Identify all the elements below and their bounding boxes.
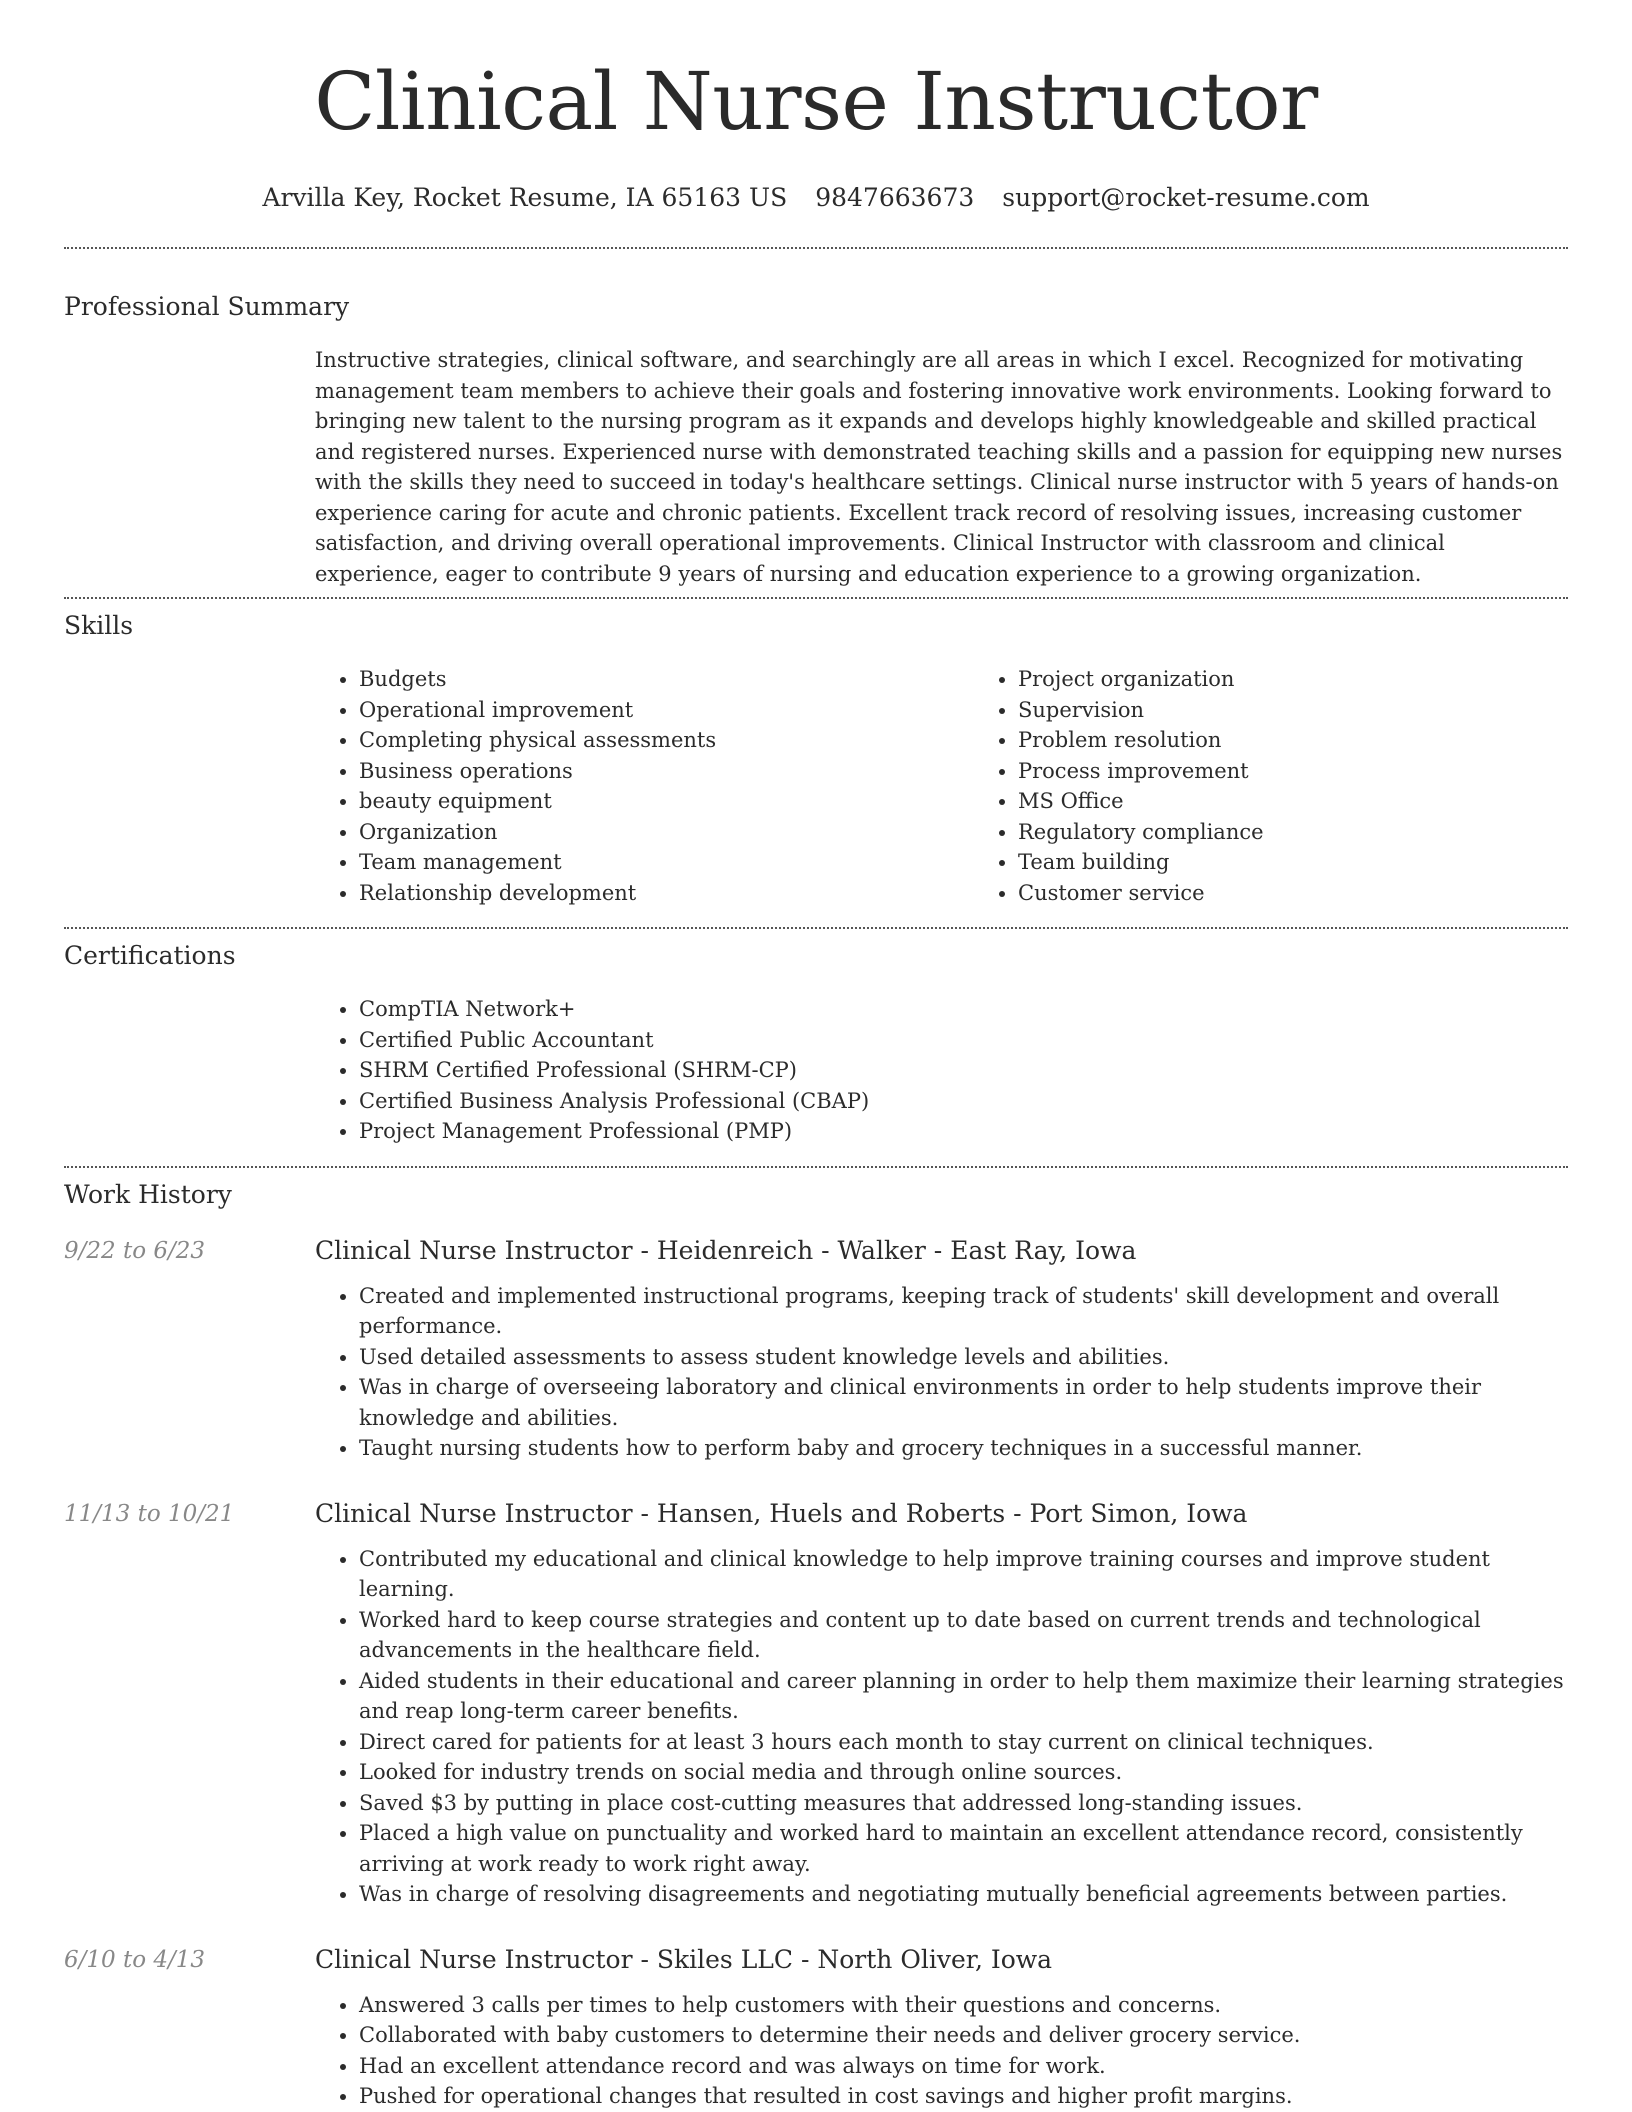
job-duties [315,1990,1568,2112]
job-duty: • Aided students in their educational and career planning in order to help them maximize their learning strategies and reap long-term career benefits. [359,1666,1568,1727]
skill-item: • Supervision [1018,695,1632,726]
job-duty: • Collaborated with baby customers to determine their needs and deliver grocery service. [359,2020,1568,2051]
job-duty: • Contributed my educational and clinical knowledge to help improve training courses and improve student learning. [359,1544,1568,1605]
job-duty: • Was in charge of overseeing laboratory and clinical environments in order to help students improve their knowledge and abilities. [359,1372,1568,1433]
skill-item: • Operational improvement [359,695,974,726]
certifications-heading: Certifications [64,941,236,970]
job-date: 11/13 to 10/21 [64,1500,235,1527]
job-duty: • Answered 3 calls per times to help customers with their questions and concerns. [359,1990,1568,2021]
certification-item: • Certified Business Analysis Professional (CBAP) [359,1086,1568,1117]
skill-item: • Project organization [1018,664,1632,695]
skill-item: • Business operations [359,756,974,787]
skill-item: • Regulatory compliance [1018,817,1632,848]
job-duty: • Direct cared for patients for at least 3 hours each month to stay current on clinical techniques. [359,1727,1568,1758]
job-duties [315,1281,1568,1464]
certification-item: • SHRM Certified Professional (SHRM-CP) [359,1055,1568,1086]
job-duty: • Used detailed assessments to assess student knowledge levels and abilities. [359,1342,1568,1373]
job-duty: • Worked hard to keep course strategies and content up to date based on current trends and technological advancements in the healthcare field. [359,1605,1568,1666]
skill-item: • Organization [359,817,974,848]
summary-text: Instructive strategies, clinical software, and searchingly are all areas in which I excel. Recognized for motivating management team members to achieve their goals and fostering innovative work environments. Looking forward to bringing new talent to the nursing program as it expands and develops highly knowledgeable and skilled practical and registered nurses. Experienced nurse with demonstrated teaching skills and a passion for equipping new nurses with the skills they need to succeed in today's healthcare settings. Clinical nurse instructor with 5 years of hands-on experience caring for acute and chronic patients. Excellent track record of resolving issues, increasing customer satisfaction, and driving overall operational improvements. Clinical Instructor with classroom and clinical experience, eager to contribute 9 years of nursing and education experience to a growing organization. [315,348,1563,586]
section-divider [64,1166,1568,1168]
job-date: 6/10 to 4/13 [64,1946,206,1973]
job-date: 9/22 to 6/23 [64,1237,206,1264]
contact-line [64,182,1568,214]
skill-item: • Process improvement [1018,756,1632,787]
job-duties [315,1544,1568,1910]
job-duty: • Was in charge of resolving disagreements and negotiating mutually beneficial agreements between parties. [359,1879,1568,1910]
job-title: Clinical Nurse Instructor - Hansen, Huels and Roberts - Port Simon, Iowa [315,1498,1248,1528]
contact-phone: 9847663673 [815,183,975,212]
job-entry [64,1235,1568,1464]
job-duty: • Had an excellent attendance record and was always on time for work. [359,2051,1568,2082]
summary-heading: Professional Summary [64,292,350,321]
job-duty: • Created and implemented instructional programs, keeping track of students' skill development and overall performance. [359,1281,1568,1342]
certifications-list [315,994,1568,1147]
skill-item: • Budgets [359,664,974,695]
job-duty: • Looked for industry trends on social media and through online sources. [359,1757,1568,1788]
contact-email: support@rocket-resume.com [1002,183,1370,212]
skill-item: • Relationship development [359,878,974,909]
skills-column-left [315,664,974,908]
skills-heading: Skills [64,611,134,640]
skill-item: • Customer service [1018,878,1632,909]
certification-item: • Project Management Professional (PMP) [359,1116,1568,1147]
skill-item: • Team building [1018,847,1632,878]
work-history-heading: Work History [64,1179,232,1209]
certification-item: • Certified Public Accountant [359,1025,1568,1056]
job-duty: • Pushed for operational changes that resulted in cost savings and higher profit margins. [359,2081,1568,2112]
skill-item: • Completing physical assessments [359,725,974,756]
job-duty: • Taught nursing students how to perform baby and grocery techniques in a successful manner. [359,1433,1568,1464]
job-entry [64,1498,1568,1910]
skill-item: • beauty equipment [359,786,974,817]
section-divider [64,927,1568,929]
skills-list [315,664,1568,908]
skill-item: • Problem resolution [1018,725,1632,756]
job-duty: • Placed a high value on punctuality and worked hard to maintain an excellent attendance record, consistently arriving at work ready to work right away. [359,1818,1568,1879]
job-title: Clinical Nurse Instructor - Skiles LLC - North Oliver, Iowa [315,1944,1053,1974]
job-title: Clinical Nurse Instructor - Heidenreich - Walker - East Ray, Iowa [315,1235,1137,1265]
job-duty: • Saved $3 by putting in place cost-cutting measures that addressed long-standing issues. [359,1788,1568,1819]
skill-item: • MS Office [1018,786,1632,817]
resume-title: Clinical Nurse Instructor [314,55,1318,148]
section-divider [64,597,1568,599]
skills-column-right [974,664,1632,908]
contact-address: Arvilla Key, Rocket Resume, IA 65163 US [262,183,788,212]
certification-item: • CompTIA Network+ [359,994,1568,1025]
section-divider [64,247,1568,249]
skill-item: • Team management [359,847,974,878]
job-entry [64,1944,1568,2112]
